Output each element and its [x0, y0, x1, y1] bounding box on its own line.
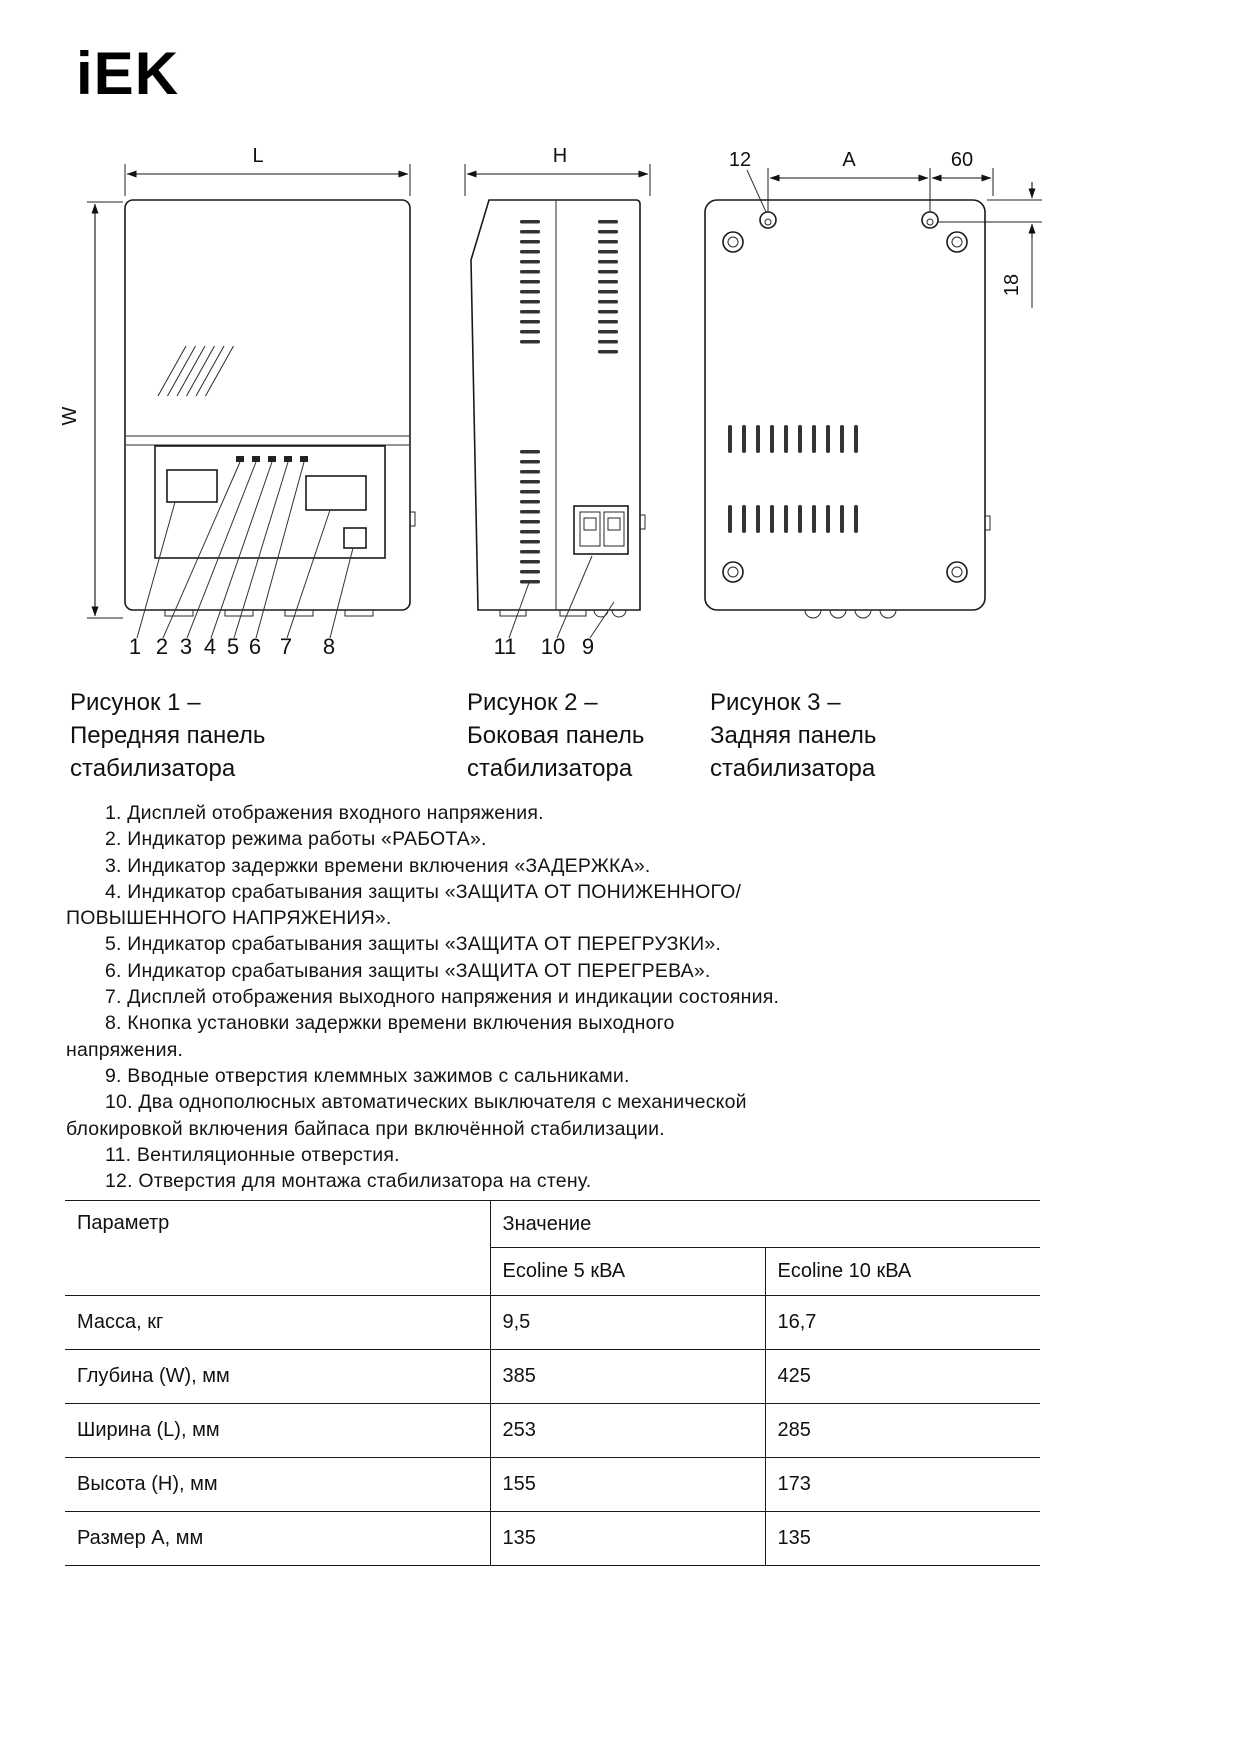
- cell-value: 173: [765, 1458, 1040, 1512]
- callout-10: 10: [540, 634, 566, 659]
- caption-line: стабилизатора: [710, 755, 876, 782]
- caption-line: стабилизатора: [70, 755, 236, 782]
- cell-param: Высота (H), мм: [65, 1458, 490, 1512]
- back-vent-slots: [728, 425, 858, 541]
- header-value: Значение: [490, 1201, 1040, 1248]
- table-row: [65, 1404, 1040, 1458]
- legend-item: 10. Два однополюсных автоматических выключателя с механической: [105, 1091, 747, 1114]
- dimension-a-60-12: [729, 149, 993, 212]
- figure3-caption: [710, 686, 876, 785]
- figure-back-panel: [705, 149, 1042, 618]
- figure1-caption: [70, 686, 265, 785]
- callout-4: 4: [203, 634, 217, 659]
- legend-item: 1. Дисплей отображения входного напряжения.: [105, 802, 544, 824]
- cell-value: 253: [490, 1404, 765, 1458]
- caption-line: Боковая панель: [467, 722, 645, 749]
- leader-lines-front: [137, 462, 353, 638]
- legend-item-continuation: напряжения.: [66, 1038, 184, 1061]
- cell-param: Глубина (W), мм: [65, 1350, 490, 1404]
- caption-line: Рисунок 2 –: [467, 689, 598, 716]
- legend-item: 3. Индикатор задержки времени включения «ЗАДЕРЖКА».: [105, 854, 651, 877]
- legend-item: 9. Вводные отверстия клеммных зажимов с сальниками.: [105, 1064, 630, 1087]
- dim-label-a: A: [842, 149, 856, 171]
- dimension-l: [125, 145, 410, 196]
- dim-label-18: 18: [1001, 273, 1023, 297]
- legend-item: 2. Индикатор режима работы «РАБОТА».: [105, 828, 487, 851]
- callout-11: 11: [493, 634, 517, 659]
- callout-6: 6: [248, 634, 262, 659]
- cell-value: 135: [765, 1512, 1040, 1566]
- vent-hatch: [158, 346, 234, 396]
- cell-value: 155: [490, 1458, 765, 1512]
- legend-list: [66, 800, 1186, 1194]
- table-row: [65, 1512, 1040, 1566]
- legend-item: 7. Дисплей отображения выходного напряжения и индикации состояния.: [105, 986, 780, 1009]
- dim-label-12: 12: [728, 149, 752, 171]
- legend-item: 12. Отверстия для монтажа стабилизатора на стену.: [105, 1170, 592, 1193]
- dimension-w: [59, 202, 123, 618]
- delay-button: [344, 528, 366, 548]
- figure2-caption: [467, 686, 644, 785]
- callout-3: 3: [179, 634, 193, 659]
- dim-label-w: W: [59, 406, 81, 426]
- cell-value: 9,5: [490, 1296, 765, 1350]
- callout-5: 5: [226, 634, 240, 659]
- cell-value: 385: [490, 1350, 765, 1404]
- dim-label-h: H: [552, 145, 568, 167]
- dimension-h: [465, 145, 650, 196]
- caption-line: Рисунок 1 –: [70, 689, 201, 716]
- dim-label-60: 60: [950, 149, 974, 171]
- technical-drawings: [0, 140, 1241, 690]
- table-header-row-1: [65, 1201, 1040, 1248]
- cell-param: Масса, кг: [65, 1296, 490, 1350]
- figure-front-panel: [59, 145, 415, 659]
- caption-line: Задняя панель: [710, 722, 877, 749]
- caption-line: Рисунок 3 –: [710, 689, 841, 716]
- cell-value: 16,7: [765, 1296, 1040, 1350]
- callout-9: 9: [581, 634, 595, 659]
- breaker-block: [574, 506, 628, 554]
- table-row: [65, 1350, 1040, 1404]
- callout-8: 8: [322, 634, 336, 659]
- caption-line: Передняя панель: [70, 722, 266, 749]
- caption-line: стабилизатора: [467, 755, 633, 782]
- cell-param: Размер А, мм: [65, 1512, 490, 1566]
- cell-value: 135: [490, 1512, 765, 1566]
- header-ecoline-10: Ecoline 10 кВА: [765, 1248, 1040, 1296]
- cell-param: Ширина (L), мм: [65, 1404, 490, 1458]
- output-voltage-display: [306, 476, 366, 510]
- cable-glands: [805, 610, 896, 618]
- front-panel-body: [125, 200, 410, 610]
- table-row: [65, 1296, 1040, 1350]
- figure-side-panel: [465, 145, 650, 659]
- callout-2: 2: [155, 634, 169, 659]
- table-row: [65, 1458, 1040, 1512]
- legend-item-continuation: ПОВЫШЕННОГО НАПРЯЖЕНИЯ».: [66, 907, 392, 930]
- header-ecoline-5: Ecoline 5 кВА: [490, 1248, 765, 1296]
- back-panel-body: [705, 200, 985, 610]
- mounting-holes: [760, 212, 938, 228]
- legend-item: 11. Вентиляционные отверстия.: [105, 1143, 400, 1166]
- input-voltage-display: [167, 470, 217, 502]
- spec-table: [65, 1200, 1040, 1566]
- callout-1: 1: [128, 634, 142, 659]
- header-parameter: Параметр: [65, 1201, 490, 1296]
- cell-value: 425: [765, 1350, 1040, 1404]
- side-vent-slots: [520, 220, 622, 590]
- cell-value: 285: [765, 1404, 1040, 1458]
- iek-logo: iEK: [76, 40, 180, 107]
- legend-item: 6. Индикатор срабатывания защиты «ЗАЩИТА ОТ ПЕРЕГРЕВА».: [105, 959, 711, 982]
- legend-item: 5. Индикатор срабатывания защиты «ЗАЩИТА ОТ ПЕРЕГРУЗКИ».: [105, 933, 722, 956]
- legend-item: 4. Индикатор срабатывания защиты «ЗАЩИТА ОТ ПОНИЖЕННОГО/: [105, 880, 742, 903]
- legend-item-continuation: блокировкой включения байпаса при включённой стабилизации.: [66, 1117, 665, 1140]
- legend-item: 8. Кнопка установки задержки времени включения выходного: [105, 1012, 675, 1035]
- indicator-leds: [236, 456, 308, 462]
- dim-label-l: L: [252, 145, 264, 167]
- callout-7: 7: [279, 634, 293, 659]
